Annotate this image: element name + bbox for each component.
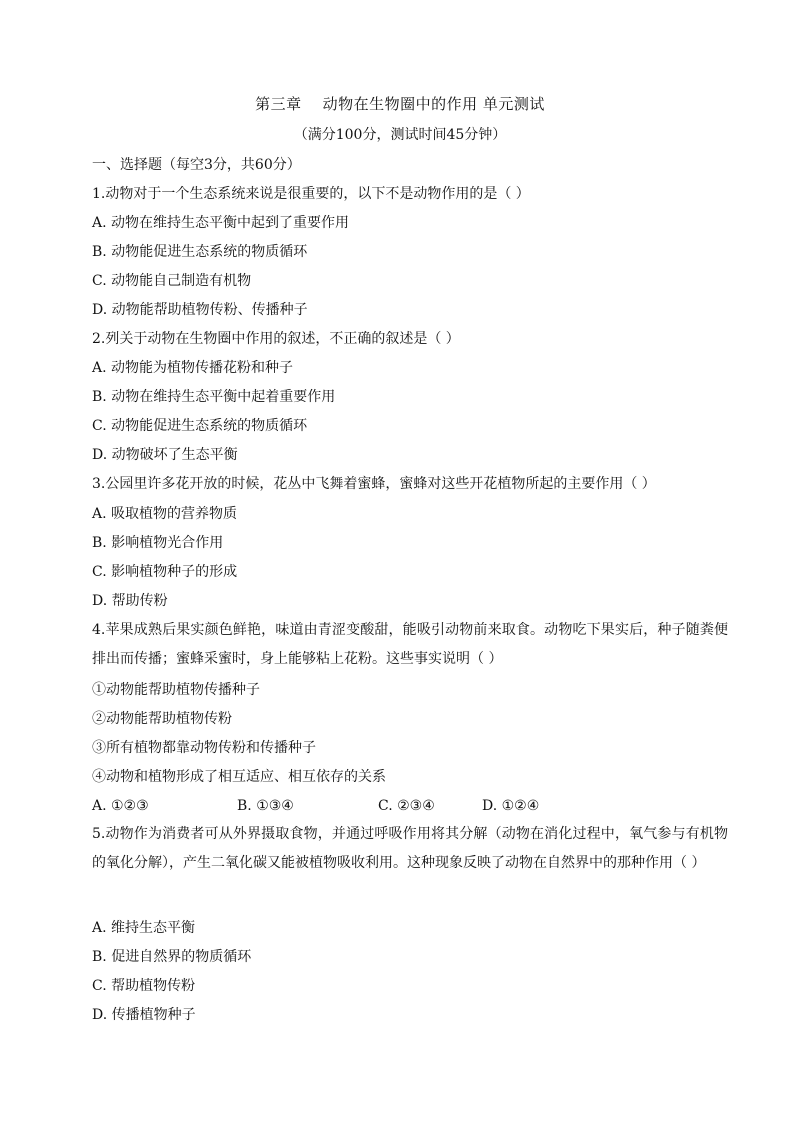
question-3-option-b: B. 影响植物光合作用 [92, 535, 224, 551]
question-4-stem: 4.苹果成熟后果实颜色鲜艳，味道由青涩变酸甜，能吸引动物前来取食。动物吃下果实后，种子随粪便排出而传播；蜜蜂采蜜时，身上能够粘上花粉。这些事实说明（ ） [92, 622, 728, 667]
question-5-stem: 5.动物作为消费者可从外界摄取食物，并通过呼吸作用将其分解（动物在消化过程中，氧气参与有机物的氧化分解），产生二氧化碳又能被植物吸收利用。这种现象反映了动物在自然界中的那种作用（ ） [92, 826, 728, 871]
question-1-option-a: A. 动物在维持生态平衡中起到了重要作用 [92, 215, 350, 231]
question-2-option-b: B. 动物在维持生态平衡中起着重要作用 [92, 389, 336, 405]
question-2-option-a: A. 动物能为植物传播花粉和种子 [92, 360, 294, 376]
question-4-option-d: D. ①②④ [482, 798, 540, 814]
page-subtitle: （满分100分，测试时间45分钟） [293, 127, 507, 143]
section-heading: 一、选择题（每空3分，共60分） [92, 157, 301, 173]
question-3-option-d: D. 帮助传粉 [92, 593, 168, 609]
question-4-option-a: A. ①②③ [92, 798, 149, 814]
question-3-stem: 3.公园里许多花开放的时候，花丛中飞舞着蜜蜂，蜜蜂对这些开花植物所起的主要作用（ ） [92, 476, 656, 492]
question-5-option-a: A. 维持生态平衡 [92, 920, 196, 936]
question-2-option-c: C. 动物能促进生态系统的物质循环 [92, 418, 308, 434]
question-4-statement-3: ③所有植物都靠动物传粉和传播种子 [92, 740, 316, 756]
question-4-option-c: C. ②③④ [378, 798, 435, 814]
question-1-option-b: B. 动物能促进生态系统的物质循环 [92, 244, 308, 260]
question-4-statement-2: ②动物能帮助植物传粉 [92, 711, 232, 727]
page-title: 第三章 动物在生物圈中的作用 单元测试 [255, 95, 545, 113]
question-3-option-a: A. 吸取植物的营养物质 [92, 506, 238, 522]
question-5-option-d: D. 传播植物种子 [92, 1007, 196, 1023]
question-5-option-c: C. 帮助植物传粉 [92, 978, 196, 994]
question-4-statement-1: ①动物能帮助植物传播种子 [92, 682, 260, 698]
question-1-stem: 1.动物对于一个生态系统来说是很重要的，以下不是动物作用的是（ ） [92, 186, 530, 202]
question-1-option-c: C. 动物能自己制造有机物 [92, 273, 252, 289]
question-1-option-d: D. 动物能帮助植物传粉、传播种子 [92, 302, 308, 318]
question-5-option-b: B. 促进自然界的物质循环 [92, 949, 252, 965]
question-2-option-d: D. 动物破坏了生态平衡 [92, 447, 238, 463]
question-4-statement-4: ④动物和植物形成了相互适应、相互依存的关系 [92, 769, 386, 785]
question-2-stem: 2.列关于动物在生物圈中作用的叙述，不正确的叙述是（ ） [92, 331, 460, 347]
question-3-option-c: C. 影响植物种子的形成 [92, 564, 238, 580]
question-4-option-b: B. ①③④ [237, 798, 294, 814]
